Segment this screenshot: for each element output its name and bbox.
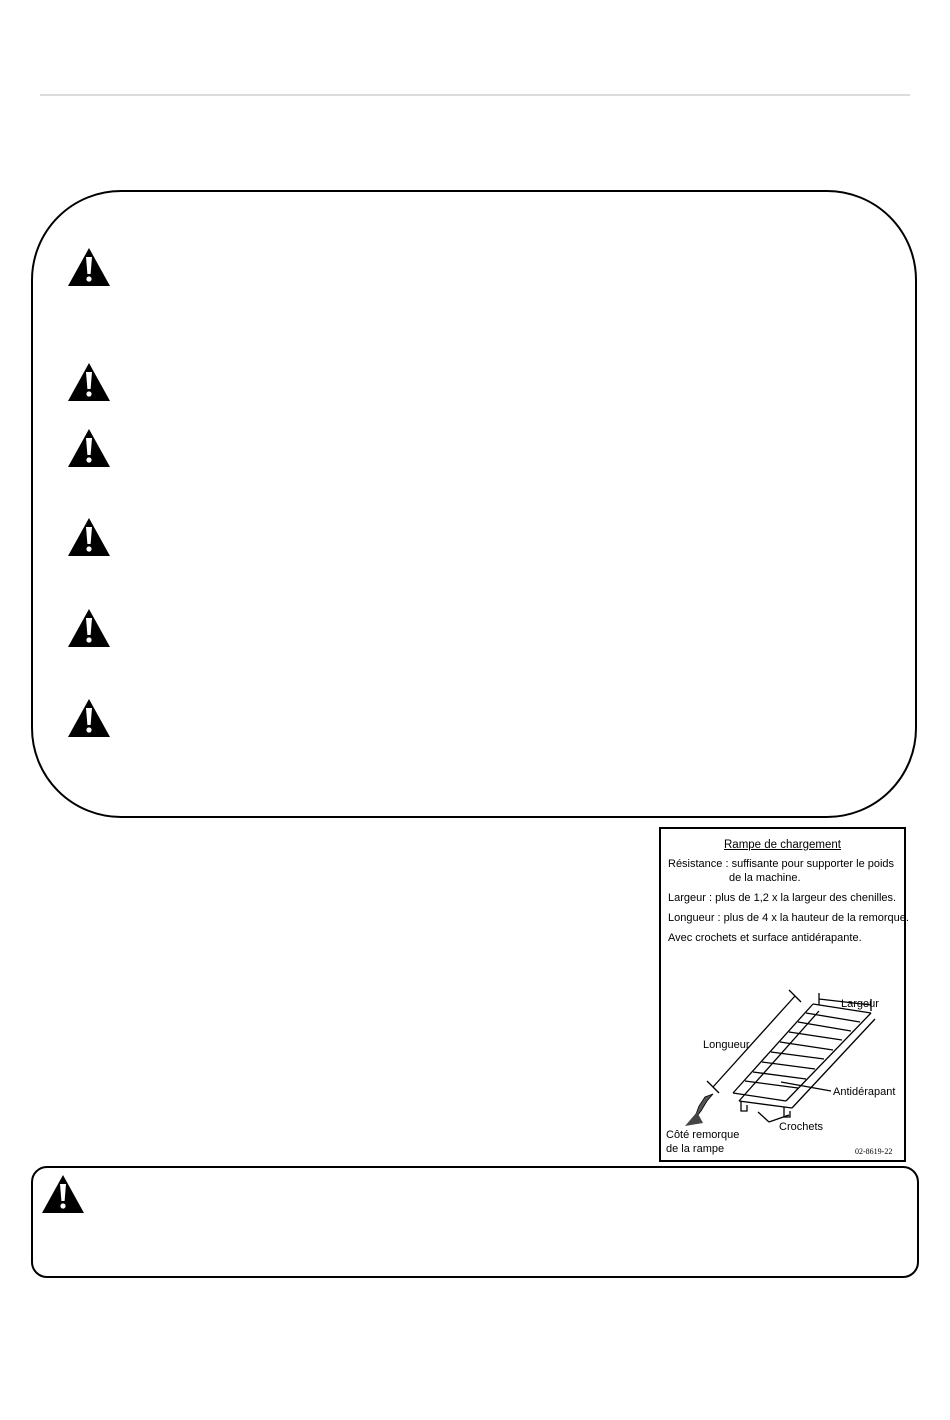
caution-box <box>31 1166 919 1278</box>
spec-width: Largeur : plus de 1,2 x la largeur des chenilles. <box>668 892 897 904</box>
spec-resistance-cont: de la machine. <box>729 872 801 884</box>
label-trailer-side-cont: de la rampe <box>666 1143 725 1155</box>
label-antislip: Antidérapant <box>833 1086 896 1098</box>
label-length: Longueur <box>703 1039 750 1051</box>
spec-length: Longueur : plus de 4 x la hauteur de la remorque. <box>668 912 909 924</box>
spec-resistance: Résistance : suffisante pour supporter le poids <box>668 858 895 870</box>
warning-triangle-icon <box>67 608 111 648</box>
warning-triangle-icon <box>67 247 111 287</box>
top-rule <box>40 94 910 96</box>
ramp-drawing <box>661 829 904 1160</box>
label-width: Largeur <box>841 998 879 1010</box>
ramp-figure <box>659 827 909 1162</box>
figure-code: 02-8619-22 <box>855 1147 893 1156</box>
warning-triangle-icon <box>67 698 111 738</box>
warning-panel <box>31 190 917 818</box>
spec-hooks: Avec crochets et surface antidérapante. <box>668 932 862 944</box>
warning-triangle-icon <box>67 428 111 468</box>
warning-triangle-icon <box>67 517 111 557</box>
ramp-title: Rampe de chargement <box>724 839 841 851</box>
label-hooks: Crochets <box>779 1121 824 1133</box>
warning-triangle-icon <box>41 1174 85 1214</box>
label-trailer-side: Côté remorque <box>666 1129 740 1141</box>
warning-triangle-icon <box>67 362 111 402</box>
